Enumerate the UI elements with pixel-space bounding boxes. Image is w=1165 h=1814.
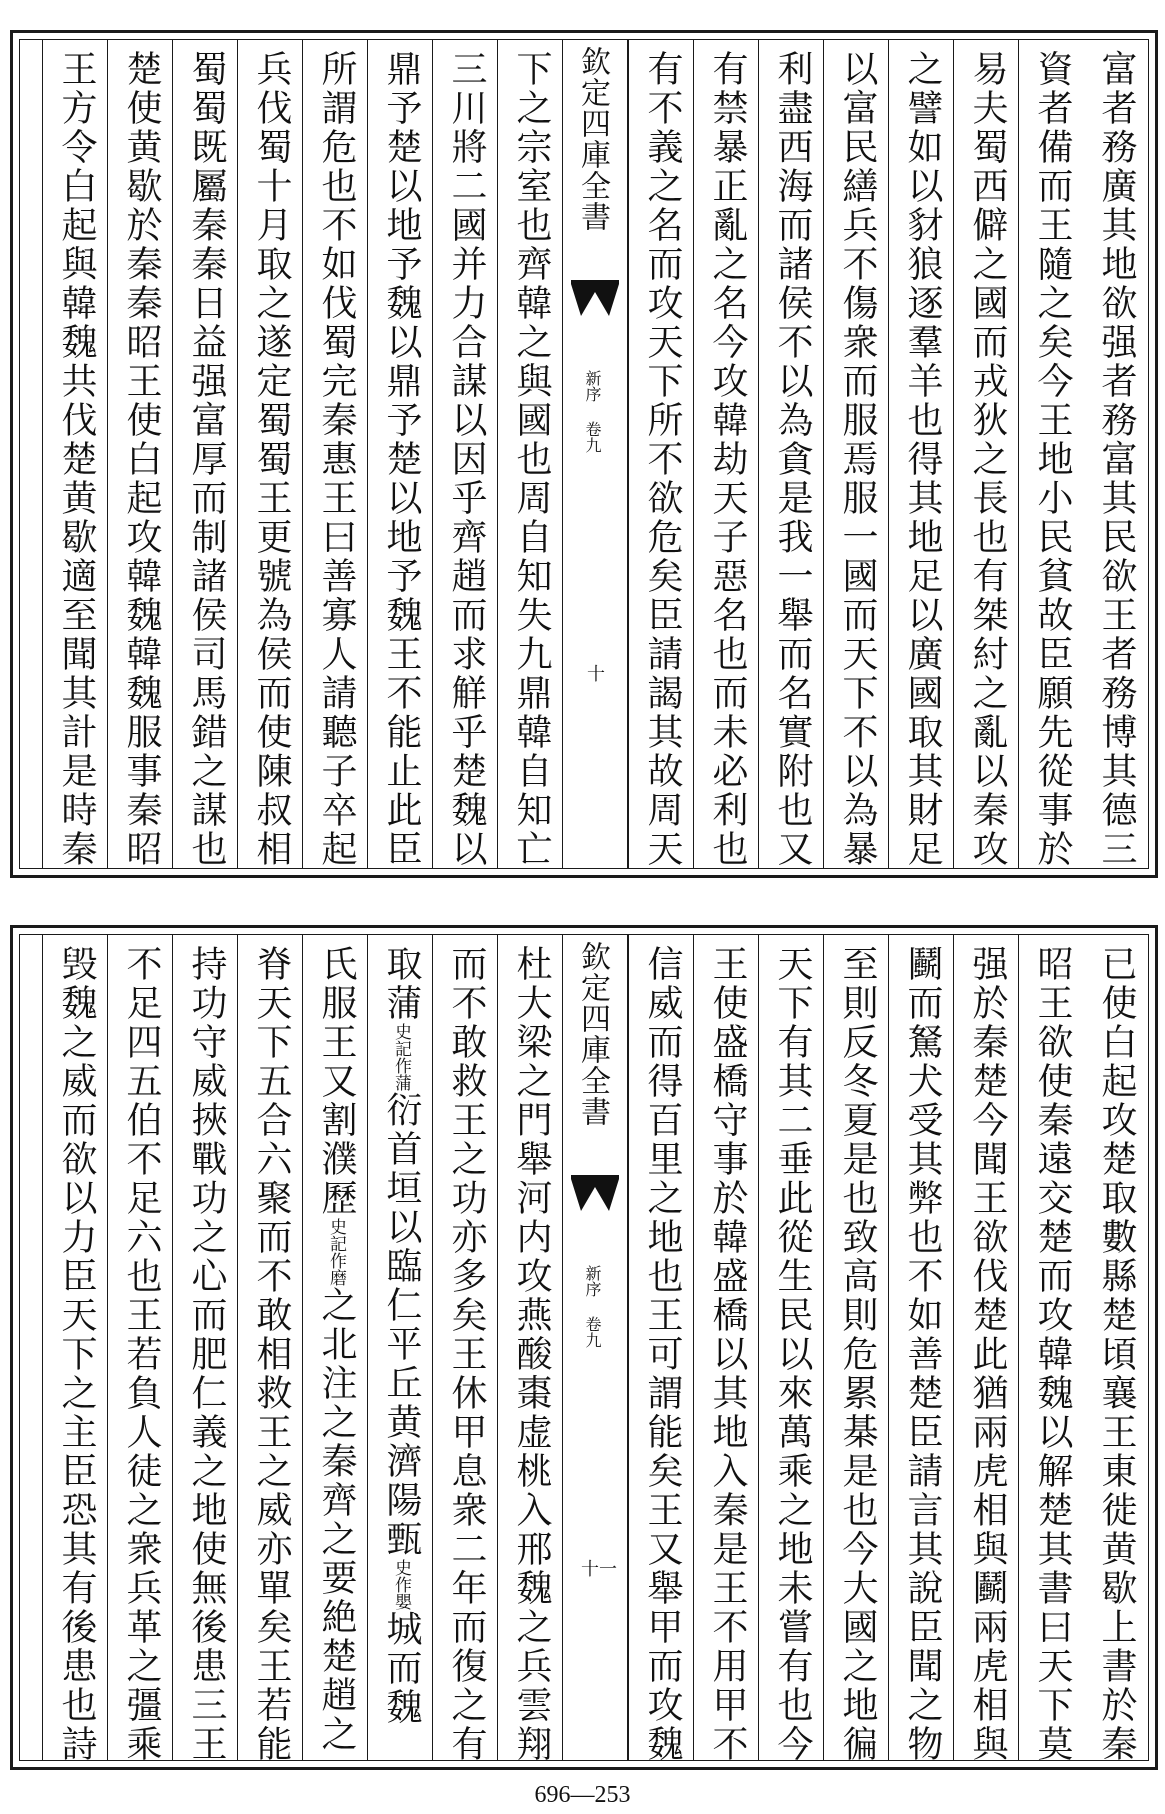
text-column: 下之宗室也齊韓之與國也周自知失九鼎韓自知亡 <box>497 40 562 868</box>
page-bottom <box>10 925 1158 1770</box>
page-footer-number: 696—253 <box>534 1782 631 1808</box>
text-column: 不足四五伯不足六也王若負人徒之衆兵革之彊乘 <box>107 935 172 1760</box>
text-column: 利盡西海而諸侯不以為貪是我一舉而名實附也又 <box>758 40 823 868</box>
text-column: 脊天下五合六聚而不敢相救王之威亦單矣王若能 <box>237 935 302 1760</box>
text-column: 三川將二國并力合謀以因乎齊趙而求觧乎楚魏以 <box>432 40 497 868</box>
text-column: 昭王欲使秦遠交楚而攻韓魏以解楚其書曰天下莫 <box>1018 935 1083 1760</box>
text-column: 資者備而王隨之矣今王地小民貧故臣願先從事於 <box>1018 40 1083 868</box>
center-margin <box>562 935 628 1760</box>
margin-page-number: 十一 <box>581 1559 617 1580</box>
text-column: 毁魏之威而欲以力臣天下之主臣恐其有後患也詩 <box>42 935 107 1760</box>
fish-tail-mark-icon <box>569 1173 621 1213</box>
text-column: 取蒲史記作蒲衍首垣以臨仁平丘黄濟陽甄史作嬰城而魏 <box>367 935 432 1760</box>
page-top <box>10 30 1158 878</box>
text-column: 之譬如以豺狼逐羣羊也得其地足以廣國取其財足 <box>888 40 953 868</box>
page-top-frame <box>19 39 1149 869</box>
text-column: 富者務廣其地欲强者務富其民欲王者務博其德三 <box>1096 50 1137 869</box>
text-column: 持功守威挾戰功之心而肥仁義之地使無後患三王 <box>172 935 237 1760</box>
margin-title: 欽定四庫全書 <box>575 941 610 1127</box>
text-column: 王使盛橋守事於韓盛橋以其地入秦是王不用甲不 <box>693 935 758 1760</box>
text-column: 以富民繕兵不傷衆而服焉服一國而天下不以為暴 <box>823 40 888 868</box>
text-column: 有禁暴正亂之名今攻韓劫天子惡名也而未必利也 <box>693 40 758 868</box>
page-bottom-frame <box>19 934 1149 1764</box>
text-column: 楚使黄歇於秦秦昭王使白起攻韓魏韓魏服事秦昭 <box>107 40 172 868</box>
text-column: 氏服王又割濮歷史記作磨之北注之秦齊之要絶楚趙之 <box>302 935 367 1760</box>
margin-volume: 新序 卷九 <box>583 370 602 453</box>
interlinear-note: 史作嬰 <box>391 1559 411 1610</box>
text-column: 鬬而駑犬受其弊也不如善楚臣請言其說臣聞之物 <box>888 935 953 1760</box>
margin-page-number: 十 <box>587 664 605 685</box>
interlinear-note: 史記作蒲 <box>391 1023 411 1091</box>
fish-tail-mark-icon <box>569 278 621 318</box>
text-column: 鼎予楚以地予魏以鼎予楚以地予魏王不能止此臣 <box>367 40 432 868</box>
text-column: 杜大梁之門舉河内攻燕酸棗虚桃入邢魏之兵雲翔 <box>497 935 562 1760</box>
text-column: 信威而得百里之地也王可謂能矣王又舉甲而攻魏 <box>628 935 693 1760</box>
interlinear-note: 史記作磨 <box>326 1218 346 1286</box>
text-column: 蜀蜀既屬秦秦日益强富厚而制諸侯司馬錯之謀也 <box>172 40 237 868</box>
text-column: 有不義之名而攻天下所不欲危矣臣請謁其故周天 <box>628 40 693 868</box>
text-column: 强於秦楚今聞王欲伐楚此猶兩虎相與鬬兩虎相與 <box>953 935 1018 1760</box>
text-column: 天下有其二垂此從生民以來萬乘之地未嘗有也今 <box>758 935 823 1760</box>
text-column: 至則反冬夏是也致高則危累棊是也今大國之地徧 <box>823 935 888 1760</box>
text-column: 兵伐蜀十月取之遂定蜀蜀王更號為侯而使陳叔相 <box>237 40 302 868</box>
text-column: 易夫蜀西僻之國而戎狄之長也有桀紂之亂以秦攻 <box>953 40 1018 868</box>
text-column: 已使白起攻楚取數縣楚頃襄王東徙黄歇上書於秦 <box>1096 945 1137 1764</box>
text-column: 王方令白起與韓魏共伐楚黄歇適至聞其計是時秦 <box>42 40 107 868</box>
margin-title: 欽定四庫全書 <box>575 46 610 232</box>
margin-volume: 新序 卷九 <box>583 1265 602 1348</box>
text-column: 而不敢救王之功亦多矣王休甲息衆二年而復之有 <box>432 935 497 1760</box>
center-margin <box>562 40 628 868</box>
text-column: 所謂危也不如伐蜀完秦惠王曰善寡人請聽子卒起 <box>302 40 367 868</box>
